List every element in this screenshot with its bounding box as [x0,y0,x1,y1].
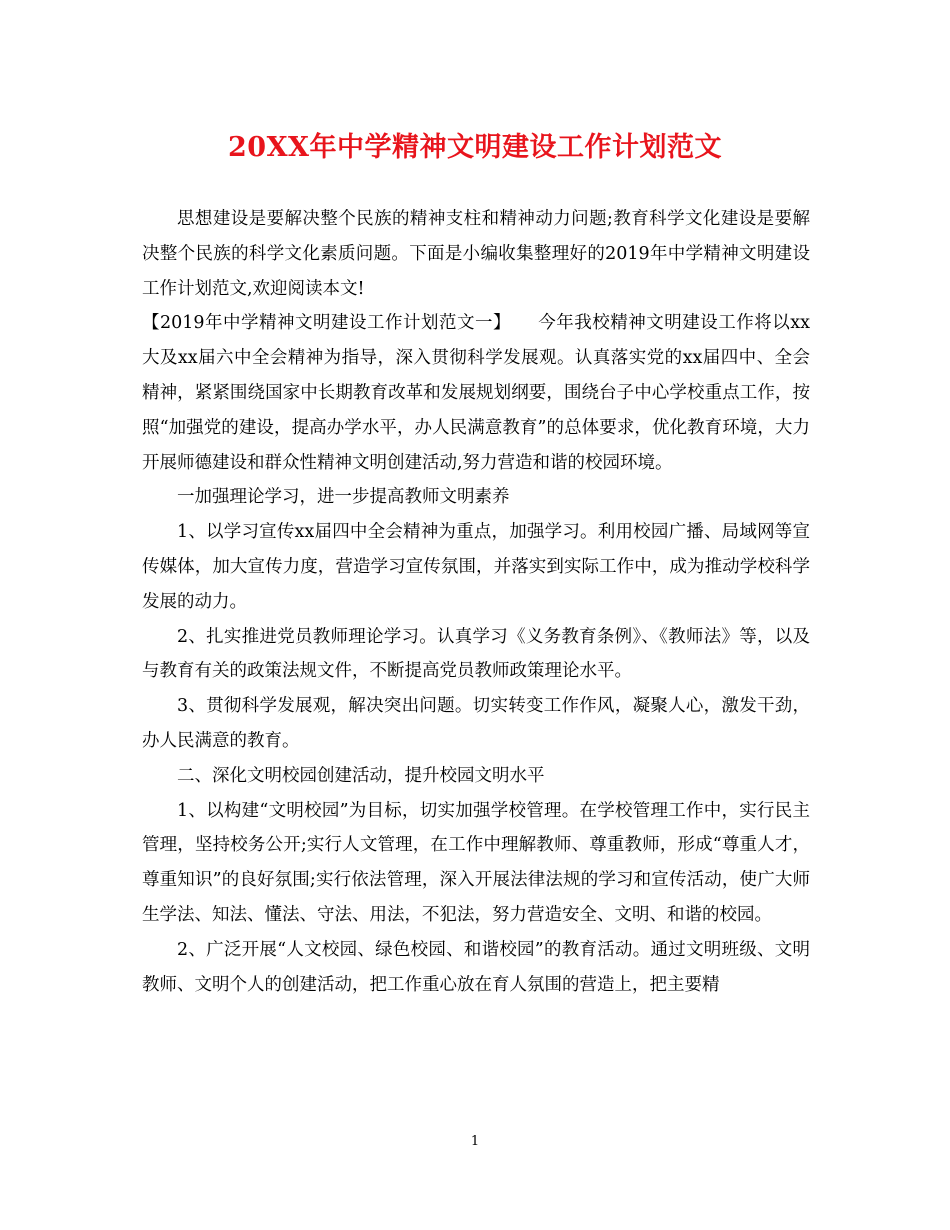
page-number: 1 [470,1134,480,1149]
body-paragraph: 3、贯彻科学发展观，解决突出问题。切实转变工作作风，凝聚人心，激发干劲，办人民满意的教育。 [142,696,810,751]
body-paragraph: 一加强理论学习，进一步提高教师文明素养 [177,487,510,508]
body-paragraph: 2、广泛开展“人文校园、绿色校园、和谐校园”的教育活动。通过文明班级、文明教师、文明个人的创建活动，把工作重心放在育人氛围的营造上，把主要精 [142,939,810,995]
body-paragraph: 【2019年中学精神文明建设工作计划范文一】 今年我校精神文明建设工作将以xx大及xx届六中全会精神为指导，深入贯彻科学发展观。认真落实党的xx届四中、全会精神，紧紧围绕国家中长期教育改革和发展规划纲要，围绕台子中心学校重点工作，按照“加强党的建设，提高办学水平，办人民满意教育”的总体要求，优化教育环境，大力开展师德建设和群众性精神文明创建活动,努力营造和谐的校园环境。 [142,313,810,473]
body-paragraph: 2、扎实推进党员教师理论学习。认真学习《义务教育条例》、《教师法》等，以及与教育有关的政策法规文件，不断提高党员教师政策理论水平。 [142,626,810,682]
body-paragraph: 思想建设是要解决整个民族的精神支柱和精神动力问题;教育科学文化建设是要解决整个民族的科学文化素质问题。下面是小编收集整理好的2019年中学精神文明建设工作计划范文,欢迎阅读本文! [142,209,810,299]
body-paragraph: 二、深化文明校园创建活动，提升校园文明水平 [177,765,545,786]
document-title: 20XX年中学精神文明建设工作计划范文 [228,132,722,163]
body-paragraph: 1、以构建“文明校园”为目标，切实加强学校管理。在学校管理工作中，实行民主管理，坚持校务公开;实行人文管理，在工作中理解教师、尊重教师，形成“尊重人才，尊重知识”的良好氛围;实行依法管理，深入开展法律法规的学习和宣传活动，使广大师生学法、知法、懂法、守法、用法，不犯法，努力营造安全、文明、和谐的校园。 [142,800,810,925]
document-body [142,202,810,1002]
body-paragraph: 1、以学习宣传xx届四中全会精神为重点，加强学习。利用校园广播、局域网等宣传媒体，加大宣传力度，营造学习宣传氛围，并落实到实际工作中，成为推动学校科学发展的动力。 [142,522,810,612]
